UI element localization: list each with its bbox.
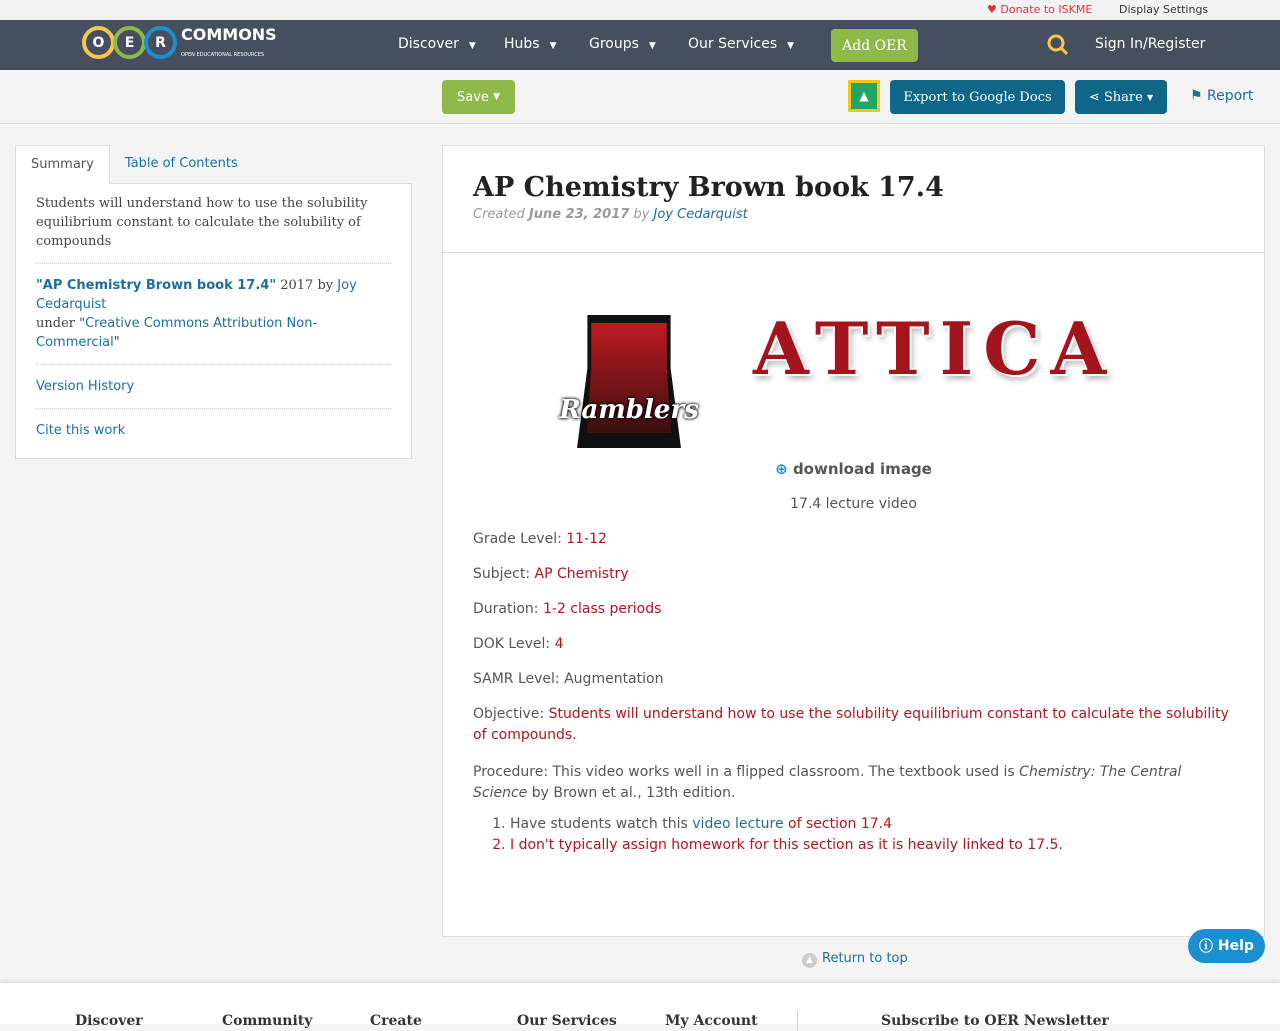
chevron-down-icon: ▼ — [648, 41, 656, 51]
version-history-link[interactable]: Version History — [36, 379, 135, 394]
utility-bar — [0, 0, 1280, 20]
ramblers-logo — [539, 315, 719, 448]
license-link[interactable]: Creative Commons Attribution Non-Commercial — [36, 316, 318, 350]
nav-hubs[interactable] — [504, 36, 557, 52]
logo-o: O — [82, 26, 115, 59]
nav-our-services[interactable] — [688, 36, 794, 52]
created-label: Created — [473, 207, 529, 222]
main-nav — [0, 20, 1280, 70]
nav-label: Groups — [589, 36, 639, 52]
procedure-text-end: by Brown et al., 13th edition. — [527, 785, 736, 801]
return-to-top-label: Return to top — [822, 951, 908, 966]
attr-year: 2017 by — [276, 278, 338, 293]
oer-commons-logo[interactable] — [82, 26, 277, 59]
created-meta — [473, 207, 1234, 222]
logo-r: R — [144, 26, 177, 59]
samr-level: SAMR Level: Augmentation — [473, 671, 664, 687]
chevron-down-icon: ▼ — [468, 41, 476, 51]
tab-table-of-contents[interactable]: Table of Contents — [124, 156, 238, 171]
field-value: AP Chemistry — [534, 566, 629, 582]
procedure-steps — [510, 814, 1234, 856]
attica-wordmark: ATTICA — [753, 306, 1117, 391]
newsletter-heading: Subscribe to OER Newsletter — [881, 1013, 1109, 1029]
ramblers-text: Ramblers — [559, 395, 699, 425]
share-icon: ⋖ — [1088, 89, 1100, 105]
field-value: 4 — [554, 636, 564, 652]
summary-panel — [15, 183, 412, 459]
duration — [473, 599, 1234, 620]
logo-e: E — [113, 26, 146, 59]
sign-in-link[interactable]: Sign In/Register — [1095, 36, 1206, 52]
by-label: by — [629, 207, 654, 222]
footer-divider — [797, 1011, 798, 1031]
nav-label: Hubs — [504, 36, 540, 52]
tab-summary[interactable]: Summary — [15, 145, 110, 184]
footer-heading: Discover — [75, 1013, 143, 1029]
field-value: 1-2 class periods — [542, 601, 662, 617]
field-label: DOK Level: — [473, 636, 555, 652]
subject — [473, 564, 1234, 585]
grade-level — [473, 529, 1234, 550]
resource-image — [473, 253, 1234, 453]
footer-heading: Our Services — [517, 1013, 617, 1029]
flag-icon: ⚑ — [1190, 88, 1203, 104]
chevron-down-icon: ▼ — [787, 41, 795, 51]
download-icon: ⊕ — [775, 460, 788, 478]
step-item — [510, 814, 1234, 835]
video-lecture-link[interactable]: video lecture — [692, 816, 784, 832]
author-link[interactable]: Joy Cedarquist — [653, 207, 748, 222]
page-title: AP Chemistry Brown book 17.4 — [473, 172, 944, 203]
field-value: 11-12 — [566, 531, 607, 547]
help-label: Help — [1217, 938, 1254, 954]
donate-link[interactable] — [987, 3, 1092, 16]
heart-icon: ♥ — [987, 3, 997, 16]
attr-end: " — [113, 335, 120, 350]
help-button[interactable] — [1188, 929, 1265, 963]
step-text: of section 17.4 — [783, 816, 893, 832]
display-settings-link[interactable]: Display Settings — [1119, 3, 1209, 16]
dok-level — [473, 634, 1234, 655]
nav-label: Discover — [398, 36, 459, 52]
report-link[interactable] — [1190, 88, 1253, 104]
field-label: Grade Level: — [473, 531, 567, 547]
chevron-up-circle-icon: ▲ — [802, 953, 817, 968]
donate-label: Donate to ISKME — [1000, 3, 1093, 16]
procedure — [473, 762, 1234, 804]
download-label: download image — [792, 460, 932, 478]
objective-text: Students will understand how to use the solubility equilibrium constant to calculate the solubility of compounds. — [473, 706, 1229, 743]
export-google-docs-button[interactable]: Export to Google Docs — [890, 80, 1065, 114]
share-label: Share — [1103, 89, 1143, 105]
nav-label: Our Services — [688, 36, 778, 52]
save-label: Save — [457, 89, 489, 105]
resource-toolbar — [0, 70, 1280, 124]
field-label: Subject: — [473, 566, 535, 582]
step-text: Have students watch this — [510, 816, 693, 832]
logo-title: COMMONS — [181, 24, 277, 44]
caret-down-icon: ▼ — [493, 92, 500, 102]
chevron-down-icon: ▼ — [549, 41, 557, 51]
caret-down-icon: ▼ — [1146, 92, 1154, 102]
footer — [0, 983, 1280, 1029]
author-link[interactable]: Joy Cedarquist — [36, 278, 357, 312]
attr-under: under " — [36, 316, 86, 331]
created-date: June 23, 2017 — [528, 207, 630, 222]
procedure-text: Procedure: This video works well in a flipped classroom. The textbook used is — [473, 764, 1020, 780]
field-label: Duration: — [473, 601, 543, 617]
nav-discover[interactable] — [398, 36, 476, 52]
objective — [473, 704, 1234, 746]
attribution — [36, 276, 391, 365]
logo-subtitle: OPEN EDUCATIONAL RESOURCES — [181, 51, 265, 58]
footer-heading: Create — [370, 1013, 422, 1029]
footer-heading: My Account — [665, 1013, 758, 1029]
save-button[interactable] — [442, 80, 515, 114]
download-image-link[interactable] — [473, 459, 1234, 480]
google-classroom-icon[interactable]: ▲ — [848, 80, 880, 112]
resource-content — [442, 145, 1265, 937]
cite-link[interactable]: Cite this work — [36, 423, 126, 438]
report-label: Report — [1207, 88, 1254, 104]
resource-title-link[interactable]: "AP Chemistry Brown book 17.4" — [36, 278, 277, 293]
image-caption: 17.4 lecture video — [790, 496, 917, 512]
summary-text: Students will understand how to use the solubility equilibrium constant to calculate the solubility of compounds — [36, 194, 391, 264]
textbook-title: Chemistry: The Central Science — [473, 764, 1182, 801]
add-oer-button[interactable]: Add OER — [831, 29, 918, 62]
step-item: 2. I don't typically assign homework for this section as it is heavily linked to 17.5. — [510, 835, 1234, 856]
return-to-top-link[interactable] — [802, 951, 908, 968]
nav-groups[interactable] — [589, 36, 656, 52]
question-icon: ⓘ — [1199, 939, 1214, 955]
share-button[interactable] — [1075, 80, 1167, 114]
footer-heading: Community — [222, 1013, 313, 1029]
sidebar — [15, 145, 412, 459]
search-icon[interactable] — [1047, 34, 1069, 60]
objective-label: Objective: — [473, 706, 549, 722]
